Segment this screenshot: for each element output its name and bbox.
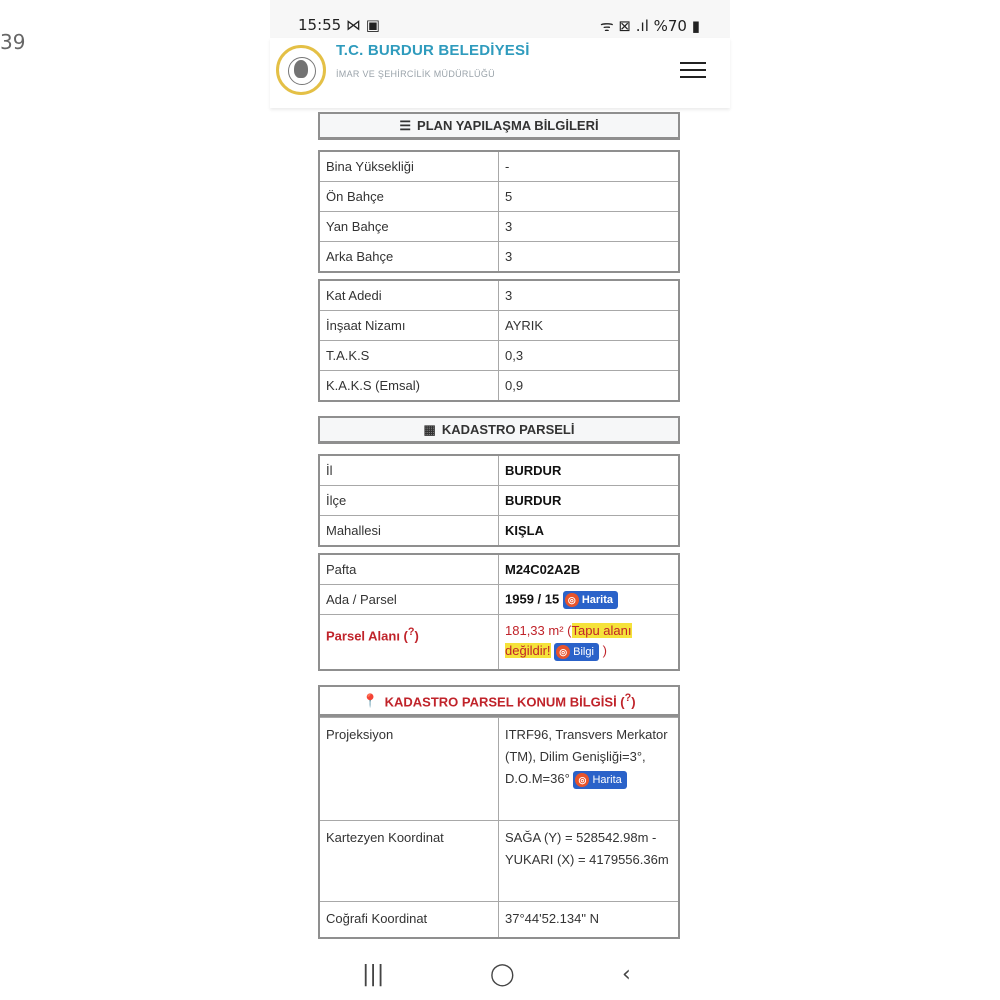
map-pin-icon: 📍 xyxy=(362,692,379,708)
plan-section-header xyxy=(318,112,680,140)
bilgi-button[interactable] xyxy=(554,643,599,661)
row-value: 3 xyxy=(499,212,680,242)
info-logo-icon: ◎ xyxy=(556,645,570,659)
grid-icon: ▦ xyxy=(423,421,436,437)
table-row xyxy=(319,821,679,902)
row-value: 0,3 xyxy=(499,341,680,371)
row-key: Mahallesi xyxy=(319,516,499,547)
table-row xyxy=(319,280,679,311)
list-icon: ☰ xyxy=(399,117,412,133)
recent-apps-icon[interactable]: ||| xyxy=(362,962,385,987)
projeksiyon-key: Projeksiyon xyxy=(319,718,499,821)
projeksiyon-value: ITRF96, Transvers Merkator (TM), Dilim Genişliği=3°, D.O.M=36° xyxy=(505,727,668,786)
row-key: Bina Yüksekliği xyxy=(319,151,499,182)
map-logo-icon: ◎ xyxy=(575,773,589,787)
row-value: 0,9 xyxy=(499,371,680,402)
row-key: Yan Bahçe xyxy=(319,212,499,242)
phone-screen xyxy=(270,0,730,1000)
bilgi-label: Bilgi xyxy=(573,645,594,658)
plan-table-2 xyxy=(318,279,680,402)
org-subtitle: İMAR VE ŞEHİRCİLİK MÜDÜRLÜĞÜ xyxy=(336,69,495,79)
org-title: T.C. BURDUR BELEDİYESİ xyxy=(336,42,530,59)
table-row xyxy=(319,212,679,242)
table-row xyxy=(319,151,679,182)
row-value: 3 xyxy=(499,280,680,311)
side-number: 39 xyxy=(0,30,26,54)
konum-section-title: KADASTRO PARSEL KONUM BİLGİSİ (?) xyxy=(384,691,636,710)
harita-label-2: Harita xyxy=(592,773,622,786)
table-row xyxy=(319,242,679,273)
table-row xyxy=(319,516,679,547)
home-icon[interactable]: ◯ xyxy=(490,962,515,987)
kartezyen-key: Kartezyen Koordinat xyxy=(319,821,499,902)
projeksiyon-cell xyxy=(499,718,680,821)
table-row xyxy=(319,718,679,821)
row-value: 3 xyxy=(499,242,680,273)
parsel-alani-key: Parsel Alanı (?) xyxy=(319,615,499,671)
status-time: 15:55 ⋈ ▣ xyxy=(298,16,380,34)
plan-table-1 xyxy=(318,150,680,273)
harita-button[interactable] xyxy=(563,591,618,609)
status-indicators: ᯤ ⊠ .ıl %70 ▮ xyxy=(599,17,700,35)
kartezyen-value: SAĞA (Y) = 528542.98m - YUKARI (X) = 4179556.36m xyxy=(499,821,680,902)
plan-section-title: PLAN YAPILAŞMA BİLGİLERİ xyxy=(417,118,599,133)
ada-key: Ada / Parsel xyxy=(319,585,499,615)
hamburger-menu-icon[interactable] xyxy=(680,62,706,82)
back-icon[interactable]: ‹ xyxy=(622,962,631,987)
ada-value: 1959 / 15 xyxy=(505,590,560,606)
row-key: Arka Bahçe xyxy=(319,242,499,273)
row-key: İlçe xyxy=(319,486,499,516)
table-row xyxy=(319,182,679,212)
konum-section-header xyxy=(318,685,680,717)
row-key: İnşaat Nizamı xyxy=(319,311,499,341)
row-key: K.A.K.S (Emsal) xyxy=(319,371,499,402)
kadastro-section-title: KADASTRO PARSELİ xyxy=(441,422,575,437)
parsel-alani-cell: 181,33 m² (Tapu alanı değildir! ◎ Bilgi ) xyxy=(499,615,680,671)
row-value: AYRIK xyxy=(499,311,680,341)
android-nav-bar xyxy=(270,948,730,1000)
kadastro-section-header xyxy=(318,416,680,444)
table-row xyxy=(319,486,679,516)
table-row xyxy=(319,311,679,341)
row-value: KIŞLA xyxy=(499,516,680,547)
row-key: İl xyxy=(319,455,499,486)
row-value: BURDUR xyxy=(499,455,680,486)
table-row xyxy=(319,615,679,671)
municipality-logo xyxy=(276,45,326,95)
row-value: BURDUR xyxy=(499,486,680,516)
harita-label: Harita xyxy=(581,593,614,606)
table-row xyxy=(319,341,679,371)
cografi-key: Coğrafi Koordinat xyxy=(319,902,499,939)
harita-button-2[interactable] xyxy=(573,771,626,789)
table-row xyxy=(319,455,679,486)
ada-cell xyxy=(499,585,680,615)
row-key: T.A.K.S xyxy=(319,341,499,371)
table-row xyxy=(319,902,679,939)
pafta-key: Pafta xyxy=(319,554,499,585)
cografi-value: 37°44'52.134" N xyxy=(499,902,680,939)
page-content xyxy=(318,112,680,945)
kadastro-table-1 xyxy=(318,454,680,547)
konum-table xyxy=(318,717,680,939)
row-value: 5 xyxy=(499,182,680,212)
tapu-warning: Tapu alanı değildir! xyxy=(505,623,632,658)
app-header xyxy=(270,38,730,108)
table-row xyxy=(319,554,679,585)
row-key: Kat Adedi xyxy=(319,280,499,311)
map-logo-icon: ◎ xyxy=(565,593,579,607)
pafta-value: M24C02A2B xyxy=(499,554,680,585)
row-value: - xyxy=(499,151,680,182)
kadastro-table-2 xyxy=(318,553,680,671)
row-key: Ön Bahçe xyxy=(319,182,499,212)
parsel-alani-value: 181,33 m² xyxy=(505,623,564,638)
table-row xyxy=(319,371,679,402)
table-row xyxy=(319,585,679,615)
